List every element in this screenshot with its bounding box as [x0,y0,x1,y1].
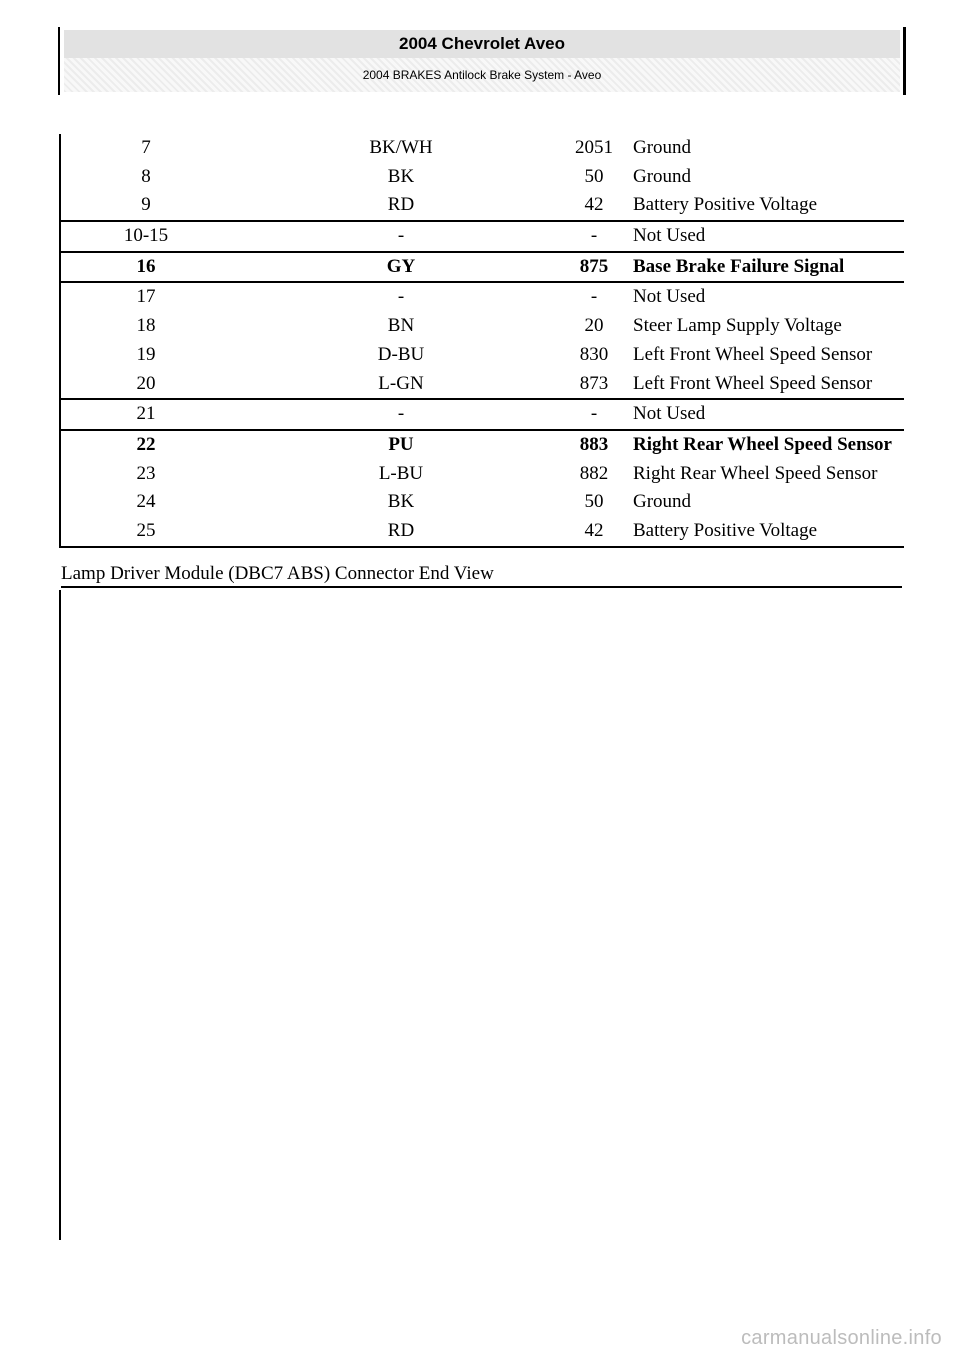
table-row [61,283,904,312]
function-cell: Right Rear Wheel Speed Sensor [633,433,892,455]
pin-cell: 19 [136,343,156,365]
wire-color-cell: GY [386,255,416,277]
wire-color-cell: L-GN [378,372,424,394]
document-subtitle: 2004 BRAKES Antilock Brake System - Aveo [64,58,900,92]
function-cell: Left Front Wheel Speed Sensor [633,372,873,394]
pin-cell: 8 [141,165,151,187]
pin-cell: 21 [136,403,156,425]
document-title: 2004 Chevrolet Aveo [64,30,900,59]
circuit-cell: 42 [584,194,604,216]
function-cell: Battery Positive Voltage [633,519,818,541]
connector-pinout-table [59,134,904,548]
circuit-cell: 873 [579,372,609,394]
circuit-cell: 875 [579,255,609,277]
function-cell: Ground [633,165,692,187]
header-left-rule [58,27,60,95]
circuit-cell: 2051 [575,137,613,158]
circuit-cell: 42 [584,519,604,541]
circuit-cell: - [590,286,598,308]
pin-cell: 9 [141,194,151,216]
wire-color-cell: - [397,403,405,425]
wire-color-cell: - [397,286,405,308]
wire-color-cell: RD [387,194,415,216]
table-row [61,370,904,401]
table-row [61,488,904,517]
circuit-cell: - [590,225,598,247]
function-cell: Not Used [633,286,706,308]
circuit-cell: 20 [584,315,604,337]
table-row [61,134,904,163]
function-cell: Not Used [633,225,706,247]
connector-end-view-figure [59,590,904,1240]
table-row [61,431,904,460]
wire-color-cell: - [397,225,405,247]
pin-cell: 18 [136,315,156,337]
pin-cell: 16 [136,255,156,277]
wire-color-cell: BN [387,315,415,337]
wire-color-cell: RD [387,519,415,541]
circuit-cell: 50 [584,165,604,187]
table-row [61,163,904,192]
table-row [61,400,904,431]
wire-color-cell: L-BU [378,462,424,484]
watermark: carmanualsonline.info [741,1327,942,1349]
pin-cell: 23 [136,462,156,484]
function-cell: Ground [633,491,692,513]
table-row [61,253,904,284]
function-cell: Battery Positive Voltage [633,194,818,216]
pin-cell: 7 [141,137,151,158]
function-cell: Not Used [633,403,706,425]
function-cell: Base Brake Failure Signal [633,255,845,277]
pin-cell: 25 [136,519,156,541]
function-cell: Right Rear Wheel Speed Sensor [633,462,878,484]
table-row [61,191,904,222]
wire-color-cell: BK/WH [369,137,433,158]
wire-color-cell: BK [387,491,415,513]
page-header [58,27,906,95]
wire-color-cell: BK [387,165,415,187]
wire-color-cell: PU [388,433,414,455]
table-row [61,517,904,548]
function-cell: Left Front Wheel Speed Sensor [633,343,873,365]
pin-cell: 24 [136,491,156,513]
circuit-cell: 50 [584,491,604,513]
header-right-rule [903,27,906,95]
table-row [61,341,904,370]
table-row [61,460,904,489]
pin-cell: 10-15 [123,225,169,247]
table-row [61,222,904,253]
circuit-cell: 830 [579,343,609,365]
pin-cell: 22 [136,433,156,455]
pin-cell: 20 [136,372,156,394]
function-cell: Ground [633,137,692,158]
circuit-cell: 882 [579,462,609,484]
table-row [61,312,904,341]
circuit-cell: 883 [579,433,609,455]
function-cell: Steer Lamp Supply Voltage [633,315,842,337]
section-heading: Lamp Driver Module (DBC7 ABS) Connector End View [61,562,902,588]
circuit-cell: - [590,403,598,425]
wire-color-cell: D-BU [377,343,425,365]
pin-cell: 17 [136,286,156,308]
